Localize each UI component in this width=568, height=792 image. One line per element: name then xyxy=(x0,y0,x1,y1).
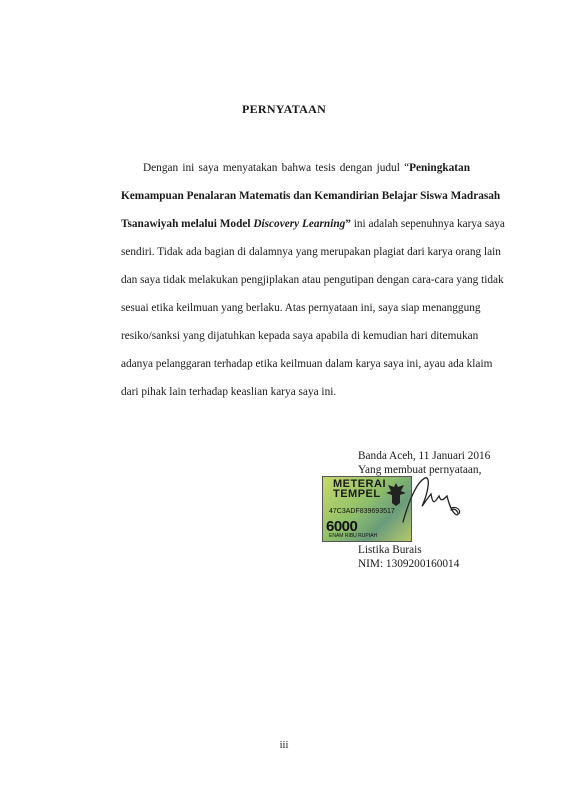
text-segment: sesuai etika keilmuan yang berlaku. Atas pernyataan ini, saya siap menanggung xyxy=(121,302,481,314)
paragraph-line xyxy=(121,322,479,342)
paragraph-line xyxy=(121,182,501,202)
text-segment: Dengan ini saya menyatakan bahwa tesis dengan judul “ xyxy=(143,162,410,174)
paragraph-line xyxy=(121,294,481,314)
paragraph-line xyxy=(121,266,504,286)
stamp-label-2: TEMPEL xyxy=(333,488,381,500)
signer-name: Listika Burais xyxy=(358,544,422,556)
signer-nim: NIM: 1309200160014 xyxy=(358,558,460,570)
stamp-value: 6000 xyxy=(326,518,358,535)
paragraph-line xyxy=(121,378,337,398)
text-segment: Peningkatan xyxy=(409,162,470,174)
stamp-unit: ENAM RIBU RUPIAH xyxy=(329,533,378,539)
page-number: iii xyxy=(279,740,289,751)
document-title: PERNYATAAN xyxy=(241,102,327,116)
made-by-label: Yang membuat pernyataan, xyxy=(358,464,482,476)
stamp-label-1: METERAI xyxy=(333,478,386,490)
stamp-label xyxy=(333,479,386,499)
handwritten-signature xyxy=(395,470,465,530)
paragraph-line xyxy=(121,350,493,370)
text-segment: ” xyxy=(345,218,351,230)
text-segment: resiko/sanksi yang dijatuhkan kepada saya apabila di kemudian hari ditemukan xyxy=(121,330,479,342)
text-segment: Discovery Learning xyxy=(253,218,346,230)
text-segment: sendiri. Tidak ada bagian di dalamnya yang merupakan plagiat dari karya orang lain xyxy=(121,246,501,258)
signer-info xyxy=(358,543,459,571)
paragraph-line xyxy=(121,210,505,230)
paragraph-line xyxy=(143,154,470,174)
place-date: Banda Aceh, 11 Januari 2016 xyxy=(358,450,491,462)
stamp-code: 47C3ADF839693517 xyxy=(329,508,395,515)
text-segment: adanya pelanggaran terhadap etika keilmuan dalam karya saya ini, ayau ada klaim xyxy=(121,358,493,370)
text-segment: dan saya tidak melakukan pengjiplakan atau pengutipan dengan cara-cara yang tidak xyxy=(121,274,504,286)
text-segment: Tsanawiyah melalui Model xyxy=(121,218,254,230)
paragraph-line xyxy=(121,238,501,258)
text-segment: dari pihak lain terhadap keaslian karya saya ini. xyxy=(121,386,337,398)
text-segment: ini adalah sepenuhnya karya saya xyxy=(350,218,505,230)
text-segment: Kemampuan Penalaran Matematis dan Kemandirian Belajar Siswa Madrasah xyxy=(121,190,501,202)
